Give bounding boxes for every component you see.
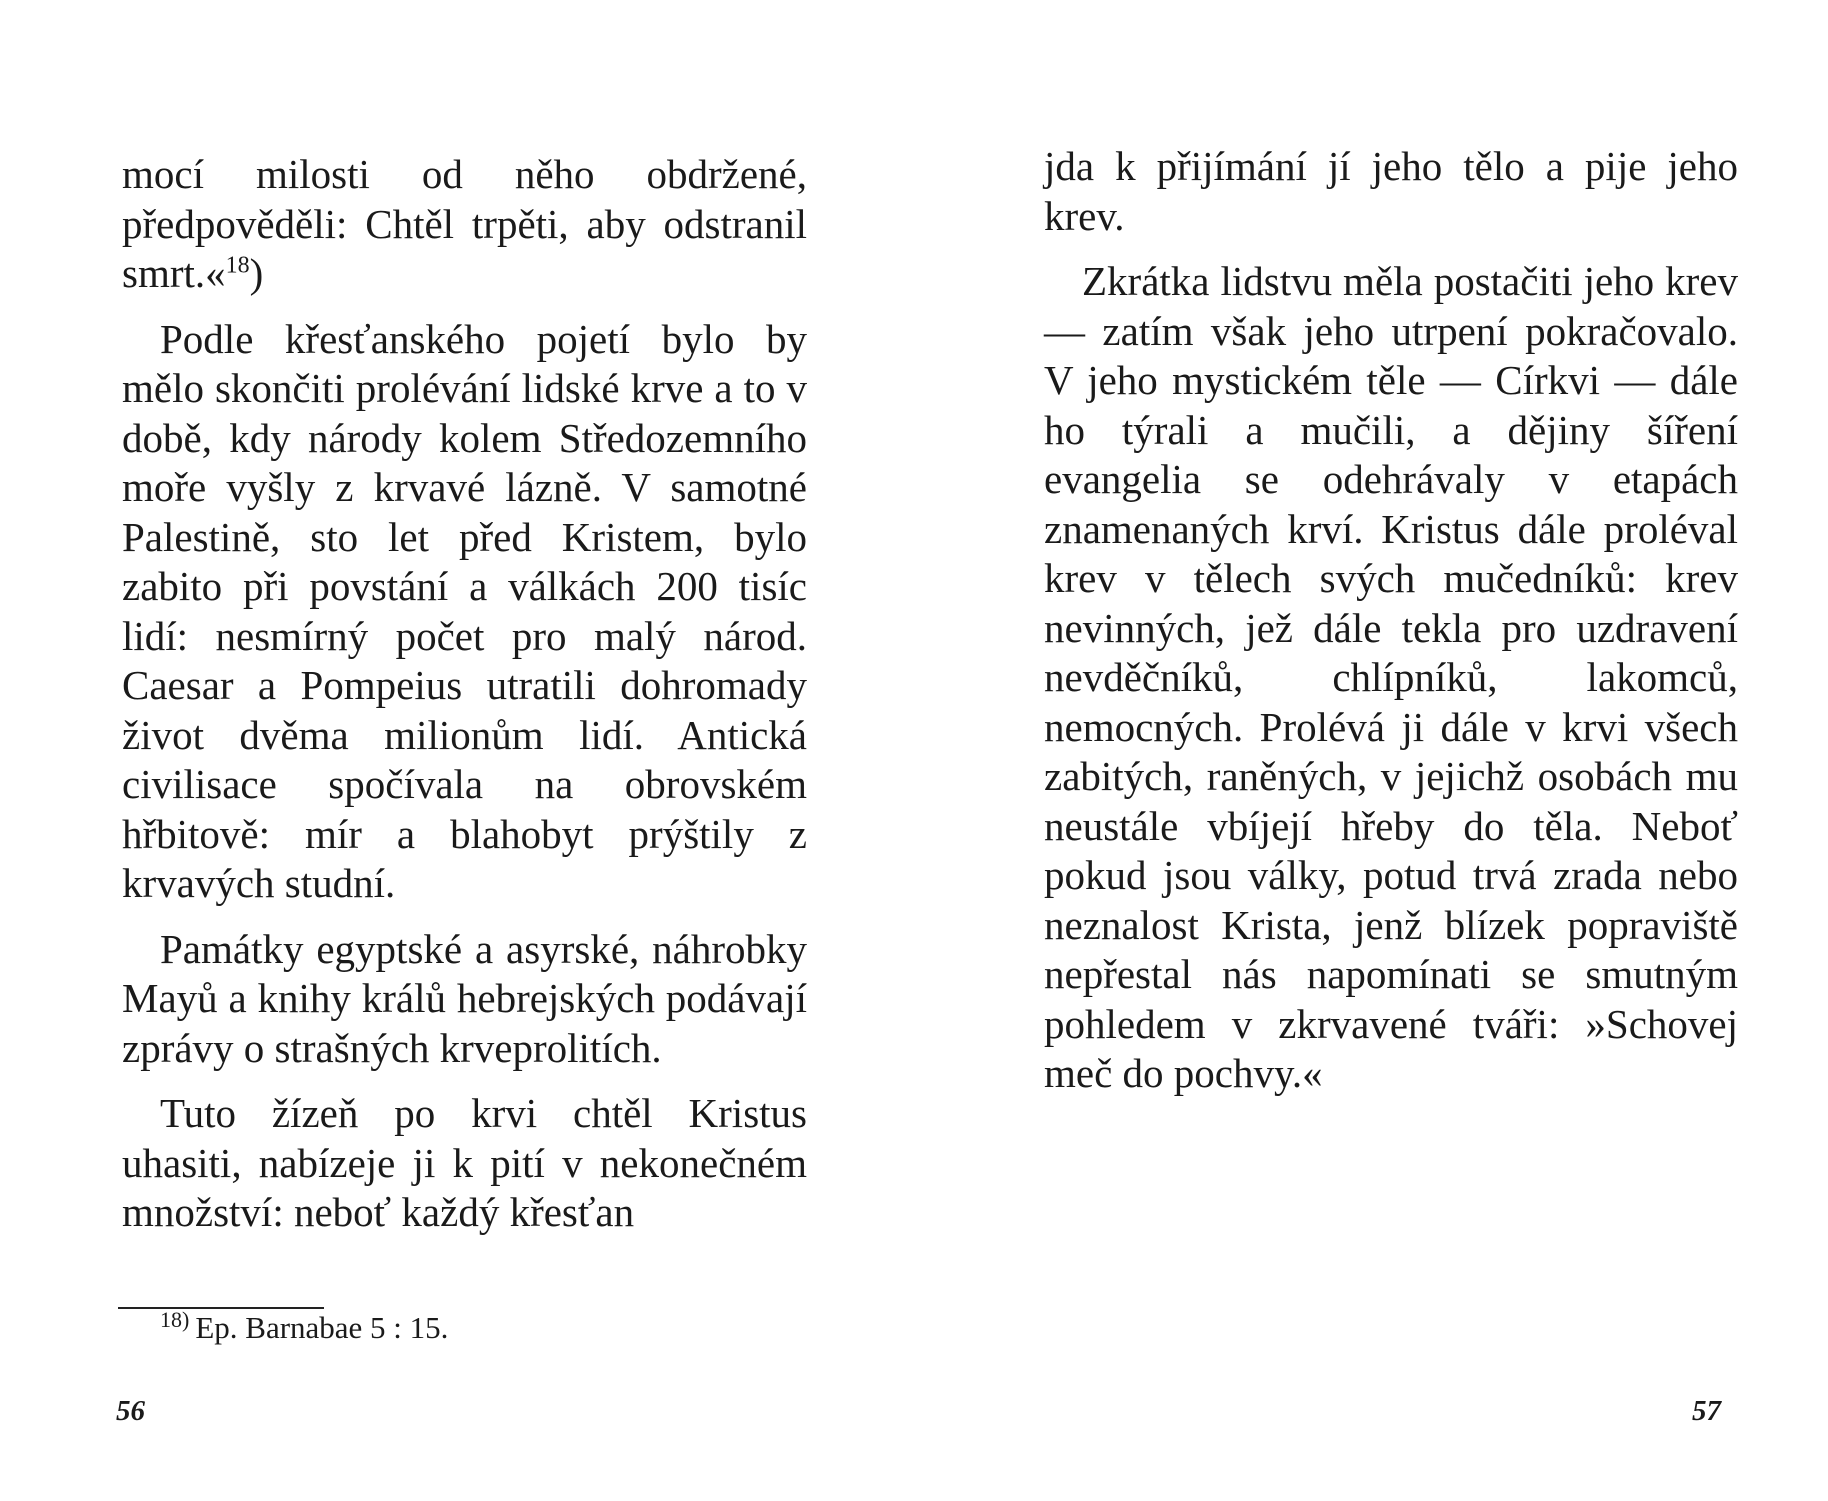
paragraph: Tuto žízeň po krvi chtěl Kristus uhasiti, nabízeje ji k pití v nekonečném množství: neboť každý křesťan [122,1090,807,1235]
paragraph: Zkrátka lidstvu měla postačiti jeho krev — zatím však jeho utrpení pokračovalo. V jeho mystickém těle — Církvi — dále ho týrali a mučili, a dějiny šíření evangelia se odehrávaly v etapách znamenaných krví. Kristus dále proléval krev v tělech svých mučedníků: krev nevinných, jež dále tekla pro uzdravení nevděčníků, chlípníků, lakomců, nemocných. Prolévá ji dále v krvi všech zabitých, raněných, v jejichž osobách mu neustále vbíjejí hřeby do těla. Neboť pokud jsou války, potud trvá zrada nebo neznalost Krista, jenž blízek popraviště nepřestal nás napomínati se smutným pohledem v zkrvavené tváři: »Schovej meč do pochvy.« [1044,258,1738,1096]
left-text-column [122,150,807,1238]
page-number: 57 [1692,1395,1721,1427]
footnote-reference-close: ) [249,250,264,296]
page-number: 56 [116,1395,145,1427]
paragraph: Podle křesťanského pojetí bylo by mělo skončiti prolévání lidské krve a to v době, kdy národy kolem Středozemního moře vyšly z krvavé lázně. V samotné Palestině, sto let před Kristem, bylo zabito při povstání a válkách 200 tisíc lidí: nesmírný počet pro malý národ. Caesar a Pompeius utratili dohromady život dvěma milionům lidí. Antická civilisace spočívala na obrovském hřbitově: mír a blahobyt prýštily z krvavých studní. [122,315,807,906]
paragraph: Památky egyptské a asyrské, náhrobky Mayů a knihy králů hebrejských podávají zprávy o strašných krveprolitích. [122,925,807,1071]
footnote-text: Ep. Barnabae 5 : 15. [195,1310,449,1345]
paragraph [122,150,807,299]
footnote-reference: 18 [225,252,250,279]
footnote [160,1308,448,1348]
footnote-mark: 18) [160,1306,190,1332]
right-page [914,0,1828,1501]
paragraph: jda k přijímání jí jeho tělo a pije jeho krev. [1044,143,1738,239]
paragraph-text: mocí milosti od něho obdržené, předpověděli: Chtěl trpěti, aby odstranil smrt.« [122,151,807,296]
right-text-column [1044,142,1738,1099]
